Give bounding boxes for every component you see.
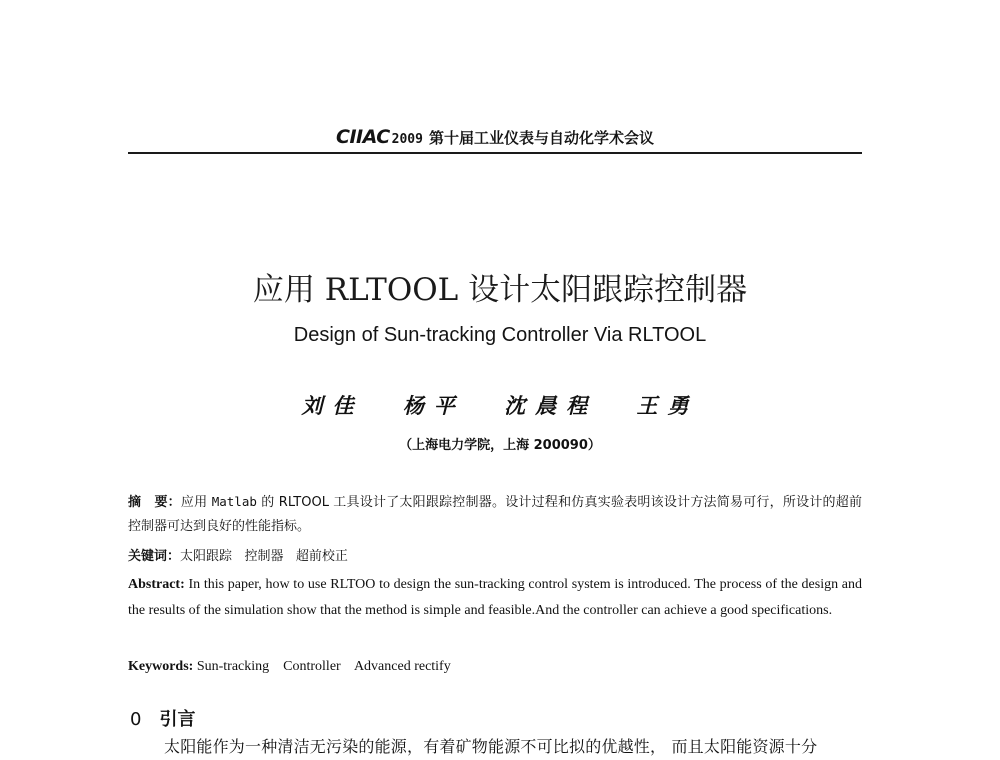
abstract-zh-text-before: 应用 xyxy=(180,495,212,510)
keywords-en xyxy=(128,656,862,678)
keyword-en: Controller xyxy=(283,659,341,674)
author-name: 王勇 xyxy=(636,393,699,418)
keyword-en: Sun-tracking xyxy=(196,659,270,674)
abstract-zh-text-after: 的 RLTOOL 工具设计了太阳跟踪控制器。设计过程和仿真实验表明该设计方法简易可行，所设计的超前控制器可达到良好的性能指标。 xyxy=(128,495,862,534)
abstract-en-text: In this paper, how to use RLTOO to design the sun-tracking control system is introduced. The process of the design and the results of the simulation show that the method is simple and feasible.And the controller can achieve a good specifications. xyxy=(128,577,862,618)
paper-title-zh: 应用 RLTOOL 设计太阳跟踪控制器 xyxy=(252,272,748,308)
abstract-zh-label: 摘 要： xyxy=(128,495,181,510)
keywords-zh-label: 关键词： xyxy=(128,549,181,564)
abstract-en-label: Abstract: xyxy=(128,577,185,592)
keyword-zh: 控制器 xyxy=(244,549,284,564)
conference-logo: CIIAC xyxy=(336,126,390,148)
affiliation: （上海电力学院，上海 200090） xyxy=(399,438,601,453)
keywords-zh xyxy=(128,546,862,568)
abstract-en xyxy=(128,572,862,624)
header-rule xyxy=(128,152,862,154)
keyword-en: Advanced rectify xyxy=(353,659,451,674)
abstract-zh-tool: Matlab xyxy=(211,494,257,509)
keywords-en-label: Keywords: xyxy=(128,659,194,674)
author-name: 沈晨程 xyxy=(504,393,598,418)
section-number: 0 xyxy=(130,709,142,730)
author-name: 刘佳 xyxy=(301,393,364,418)
conference-name: 第十届工业仪表与自动化学术会议 xyxy=(428,129,654,147)
body-paragraph: 太阳能作为一种清洁无污染的能源，有着矿物能源不可比拟的优越性， 而且太阳能资源十分 xyxy=(164,737,818,756)
running-header xyxy=(128,126,862,151)
keyword-zh: 太阳跟踪 xyxy=(180,549,233,564)
section-title: 引言 xyxy=(159,709,196,730)
conference-year: 2009 xyxy=(391,132,423,147)
abstract-zh xyxy=(128,490,862,539)
section-heading xyxy=(130,708,195,732)
author-name: 杨平 xyxy=(402,393,465,418)
keyword-zh: 超前校正 xyxy=(295,549,348,564)
paper-title-en: Design of Sun-tracking Controller Via RLTOOL xyxy=(293,324,707,346)
author-list xyxy=(0,392,1000,420)
